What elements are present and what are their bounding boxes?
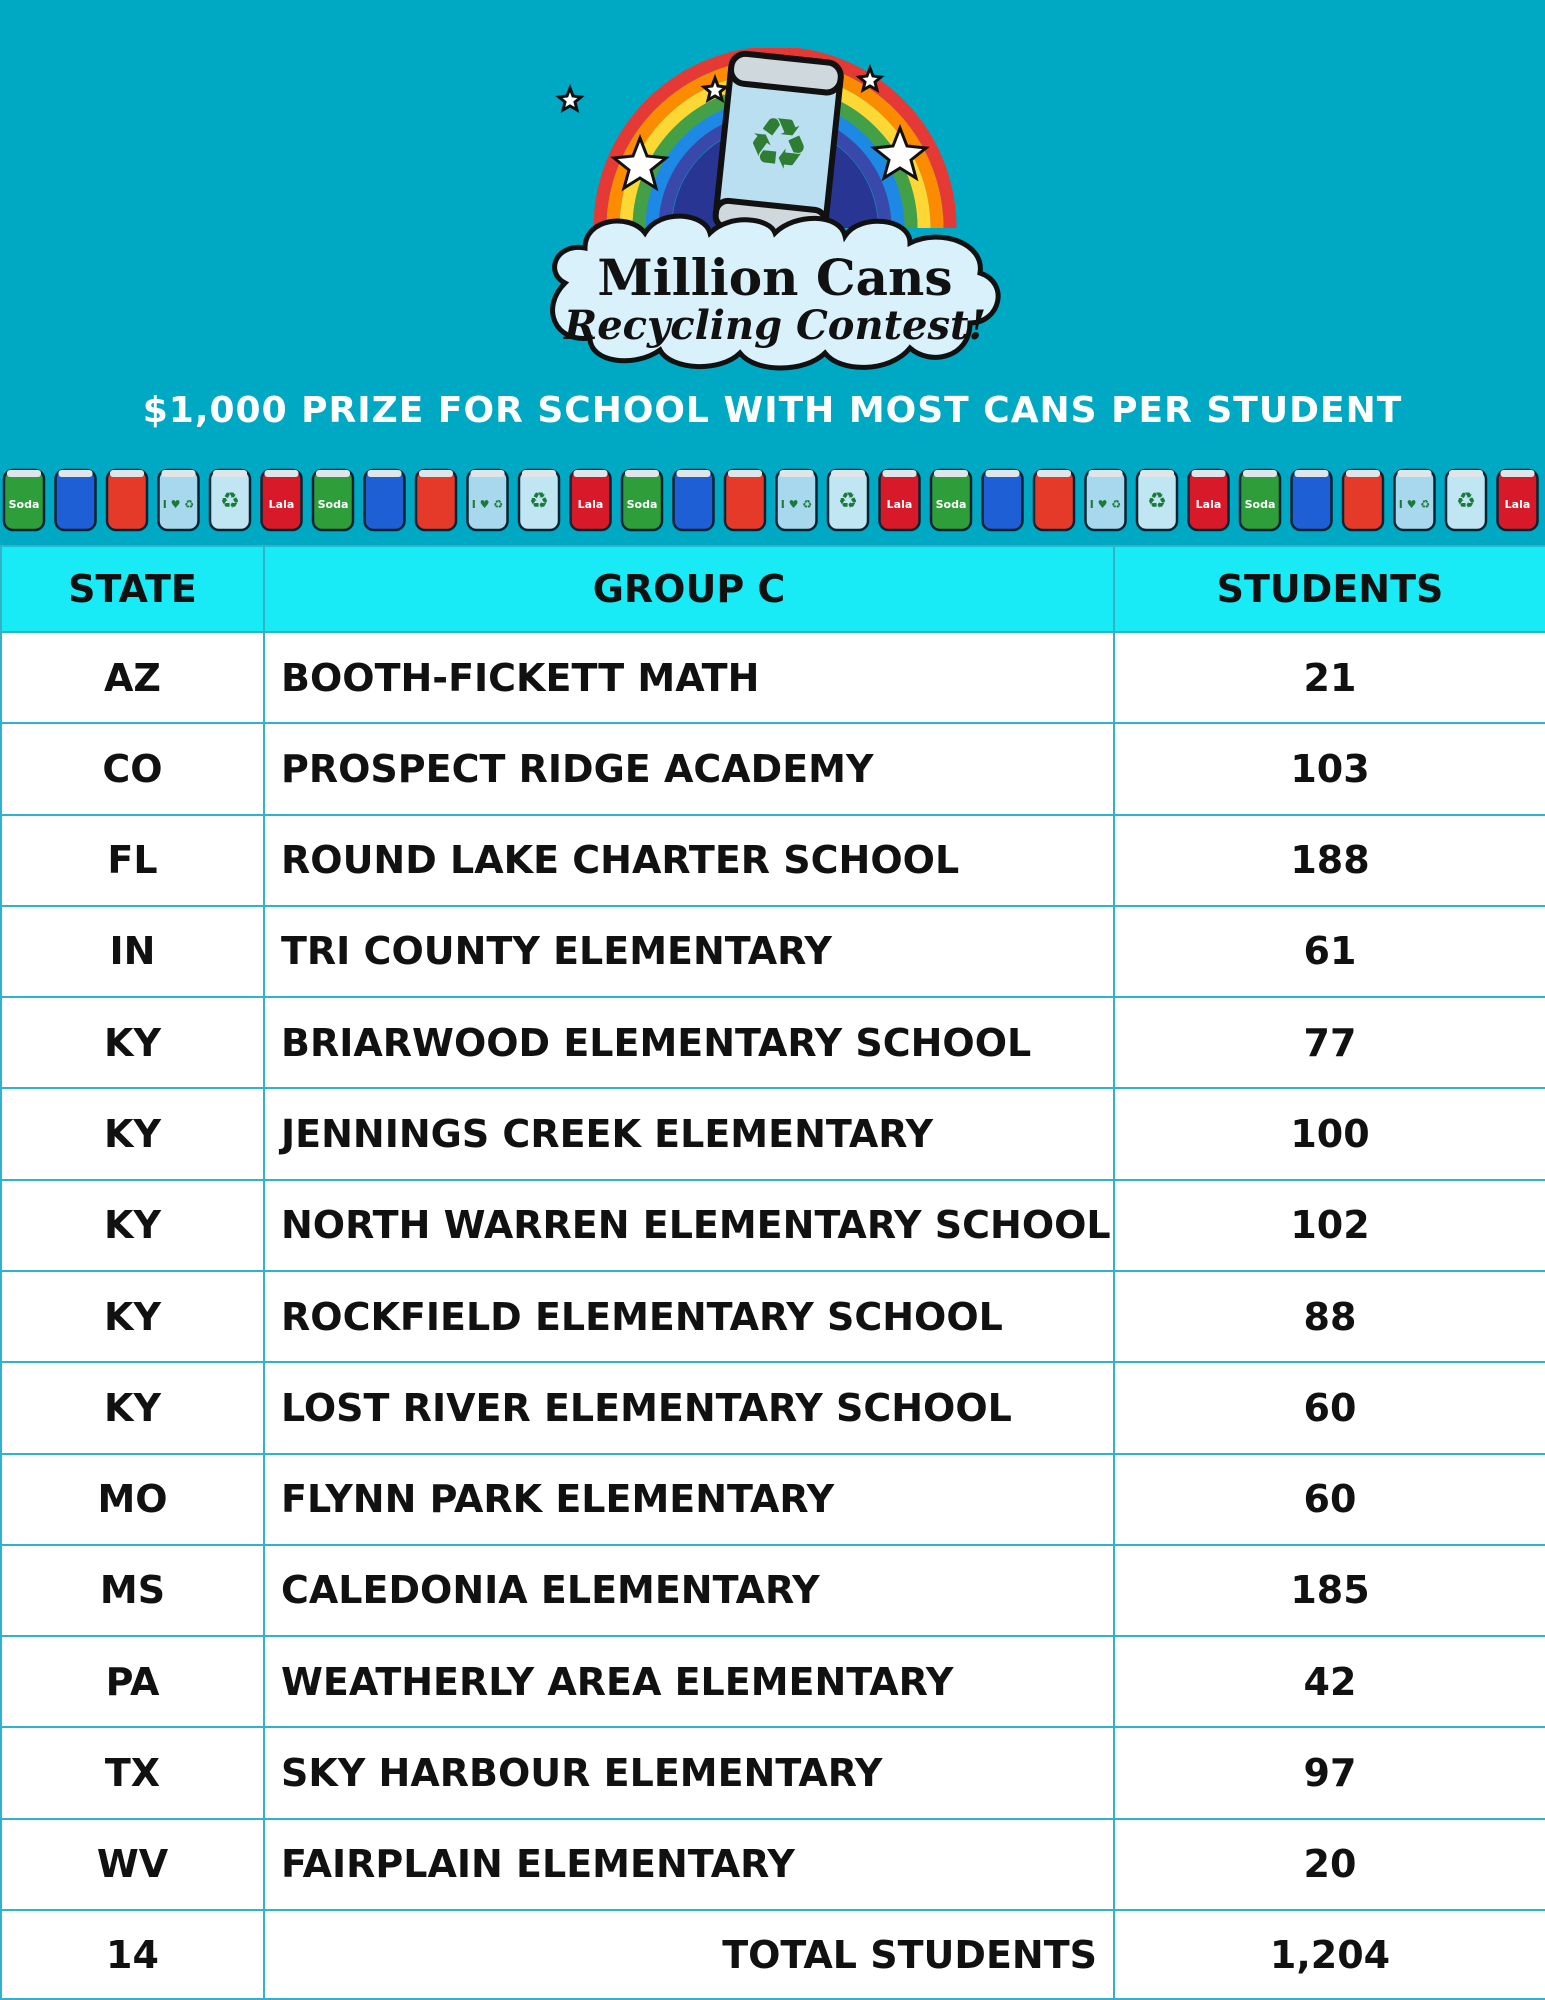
soda-can-icon <box>416 470 456 530</box>
soda-can-icon <box>56 470 96 530</box>
soda-can-label: Lala <box>886 498 913 511</box>
table-row <box>1 1454 1545 1545</box>
soda-can-label: I ♥ ♻ <box>780 498 813 511</box>
soda-can-label: Lala <box>1195 498 1222 511</box>
soda-can-icon <box>1395 470 1435 530</box>
soda-can-icon <box>571 470 611 530</box>
soda-can-label: Soda <box>935 498 967 511</box>
soda-can-icon <box>1034 470 1074 530</box>
soda-can-label: Soda <box>626 498 658 511</box>
soda-can-label: Soda <box>8 498 40 511</box>
students-cell: 61 <box>1114 906 1545 997</box>
school-cell: ROUND LAKE CHARTER SCHOOL <box>264 815 1114 906</box>
state-cell: KY <box>1 1271 264 1362</box>
soda-can-icon <box>828 470 868 530</box>
students-cell: 20 <box>1114 1819 1545 1910</box>
school-cell: FAIRPLAIN ELEMENTARY <box>264 1819 1114 1910</box>
table-row <box>1 997 1545 1088</box>
soda-can-label: I ♥ ♻ <box>1089 498 1122 511</box>
soda-can-icon <box>1189 470 1229 530</box>
students-cell: 60 <box>1114 1362 1545 1453</box>
soda-can-icon <box>159 470 199 530</box>
soda-can-label: I ♥ ♻ <box>162 498 195 511</box>
table-row <box>1 1545 1545 1636</box>
svg-text:♻: ♻ <box>742 99 814 188</box>
table-header-row <box>1 546 1545 632</box>
logo-title-line-1: Million Cans <box>597 248 953 307</box>
state-cell: IN <box>1 906 264 997</box>
soda-can-icon <box>4 470 44 530</box>
soda-can-icon <box>931 470 971 530</box>
soda-can-label: ♻ <box>220 489 240 514</box>
state-cell: PA <box>1 1636 264 1727</box>
soda-can-icon <box>725 470 765 530</box>
soda-can-label: Soda <box>317 498 349 511</box>
table-row <box>1 1362 1545 1453</box>
prize-subtitle: $1,000 PRIZE FOR SCHOOL WITH MOST CANS PER STUDENT <box>142 390 1403 431</box>
students-cell: 60 <box>1114 1454 1545 1545</box>
table-row <box>1 1727 1545 1818</box>
total-label: TOTAL STUDENTS <box>264 1910 1114 1999</box>
students-cell: 21 <box>1114 632 1545 723</box>
school-cell: PROSPECT RIDGE ACADEMY <box>264 723 1114 814</box>
state-cell: CO <box>1 723 264 814</box>
soda-can-label: Lala <box>577 498 604 511</box>
state-cell: KY <box>1 1362 264 1453</box>
school-cell: ROCKFIELD ELEMENTARY SCHOOL <box>264 1271 1114 1362</box>
soda-can-icon <box>880 470 920 530</box>
students-cell: 185 <box>1114 1545 1545 1636</box>
students-cell: 88 <box>1114 1271 1545 1362</box>
table-row <box>1 815 1545 906</box>
students-cell: 77 <box>1114 997 1545 1088</box>
total-row <box>1 1910 1545 1999</box>
soda-can-label: I ♥ ♻ <box>471 498 504 511</box>
table-row <box>1 632 1545 723</box>
header-group: GROUP C <box>264 546 1114 632</box>
state-cell: WV <box>1 1819 264 1910</box>
soda-can-icon <box>1292 470 1332 530</box>
school-cell: JENNINGS CREEK ELEMENTARY <box>264 1088 1114 1179</box>
school-cell: SKY HARBOUR ELEMENTARY <box>264 1727 1114 1818</box>
soda-can-icon <box>313 470 353 530</box>
students-cell: 100 <box>1114 1088 1545 1179</box>
soda-can-icon <box>777 470 817 530</box>
school-cell: WEATHERLY AREA ELEMENTARY <box>264 1636 1114 1727</box>
school-cell: BOOTH-FICKETT MATH <box>264 632 1114 723</box>
soda-can-icon <box>1498 470 1538 530</box>
soda-can-icon <box>468 470 508 530</box>
soda-can-icon <box>1086 470 1126 530</box>
state-cell: AZ <box>1 632 264 723</box>
school-cell: NORTH WARREN ELEMENTARY SCHOOL <box>264 1180 1114 1271</box>
soda-can-icon <box>1446 470 1486 530</box>
header-banner <box>0 0 1545 545</box>
table-row <box>1 1636 1545 1727</box>
header-students: STUDENTS <box>1114 546 1545 632</box>
total-students: 1,204 <box>1114 1910 1545 1999</box>
school-cell: TRI COUNTY ELEMENTARY <box>264 906 1114 997</box>
soda-can-icon <box>519 470 559 530</box>
soda-can-label: Soda <box>1244 498 1276 511</box>
table-row <box>1 1180 1545 1271</box>
soda-can-icon <box>674 470 714 530</box>
state-cell: TX <box>1 1727 264 1818</box>
school-count: 14 <box>1 1910 264 1999</box>
logo-title-line-2: Recycling Contest! <box>563 302 987 349</box>
soda-can-label: ♻ <box>1147 489 1167 514</box>
school-cell: FLYNN PARK ELEMENTARY <box>264 1454 1114 1545</box>
table-row <box>1 1819 1545 1910</box>
state-cell: FL <box>1 815 264 906</box>
table-row <box>1 906 1545 997</box>
contest-logo <box>540 48 1010 378</box>
school-cell: BRIARWOOD ELEMENTARY SCHOOL <box>264 997 1114 1088</box>
soda-can-icon <box>365 470 405 530</box>
soda-can-icon <box>262 470 302 530</box>
soda-can-icon <box>622 470 662 530</box>
soda-can-icon <box>107 470 147 530</box>
state-cell: MO <box>1 1454 264 1545</box>
state-cell: MS <box>1 1545 264 1636</box>
students-cell: 103 <box>1114 723 1545 814</box>
students-cell: 97 <box>1114 1727 1545 1818</box>
table-row <box>1 723 1545 814</box>
school-cell: CALEDONIA ELEMENTARY <box>264 1545 1114 1636</box>
state-cell: KY <box>1 1088 264 1179</box>
header-state: STATE <box>1 546 264 632</box>
soda-can-label: Lala <box>1504 498 1531 511</box>
students-cell: 42 <box>1114 1636 1545 1727</box>
group-c-table <box>0 545 1545 2000</box>
table-row <box>1 1088 1545 1179</box>
soda-can-label: ♻ <box>529 489 549 514</box>
soda-can-label: I ♥ ♻ <box>1398 498 1431 511</box>
students-cell: 188 <box>1114 815 1545 906</box>
soda-can-strip-icon <box>0 462 1545 538</box>
school-cell: LOST RIVER ELEMENTARY SCHOOL <box>264 1362 1114 1453</box>
soda-can-icon <box>1137 470 1177 530</box>
soda-can-label: Lala <box>268 498 295 511</box>
soda-can-icon <box>1240 470 1280 530</box>
soda-can-label: ♻ <box>1456 489 1476 514</box>
state-cell: KY <box>1 997 264 1088</box>
students-cell: 102 <box>1114 1180 1545 1271</box>
table-row <box>1 1271 1545 1362</box>
state-cell: KY <box>1 1180 264 1271</box>
soda-can-icon <box>210 470 250 530</box>
soda-can-icon <box>1343 470 1383 530</box>
soda-can-icon <box>983 470 1023 530</box>
soda-can-label: ♻ <box>838 489 858 514</box>
